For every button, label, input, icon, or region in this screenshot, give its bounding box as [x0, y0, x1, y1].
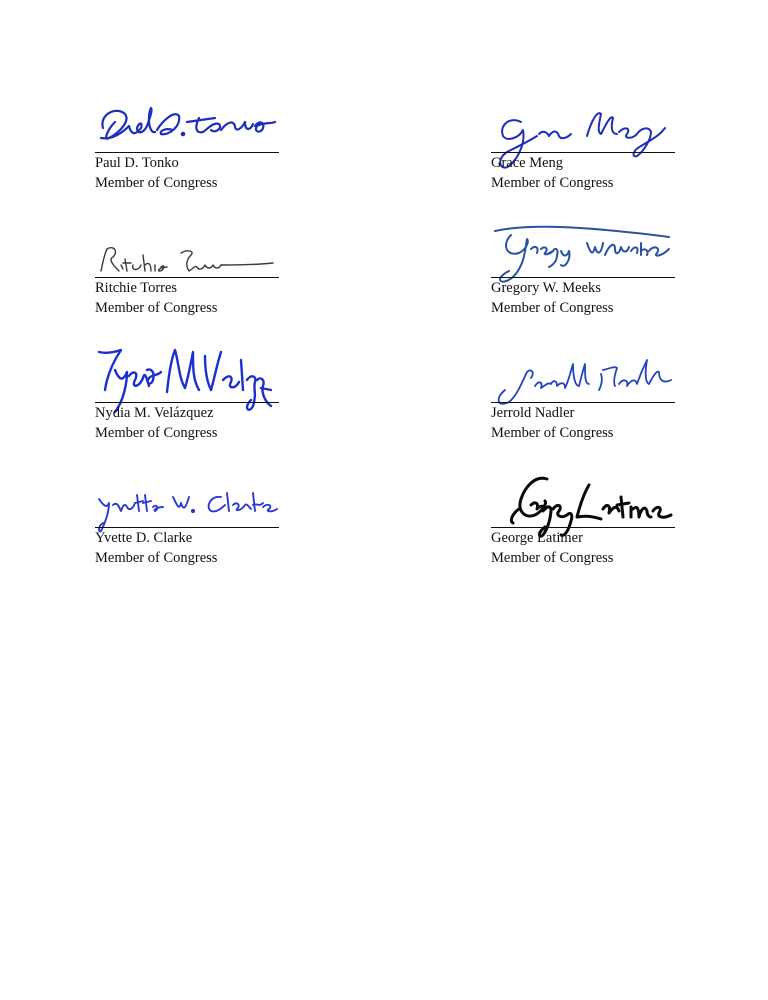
- signer-name: George Latimer: [491, 530, 583, 546]
- signer-title: Member of Congress: [491, 300, 614, 316]
- signer-title: Member of Congress: [95, 550, 218, 566]
- signer-title: Member of Congress: [95, 300, 218, 316]
- signer-name: Ritchie Torres: [95, 280, 178, 296]
- signer-name: Yvette D. Clarke: [95, 530, 193, 546]
- signer-name: Paul D. Tonko: [95, 155, 179, 171]
- signature-line: [491, 152, 675, 153]
- signer-title: Member of Congress: [491, 175, 614, 191]
- signer-title: Member of Congress: [95, 425, 218, 441]
- signature-line: [95, 527, 279, 528]
- signer-name: Jerrold Nadler: [491, 405, 575, 421]
- signature-line: [95, 277, 279, 278]
- signer-name: Nydia M. Velázquez: [95, 405, 214, 421]
- signature-line: [95, 402, 279, 403]
- signer-title: Member of Congress: [95, 175, 218, 191]
- signer-title: Member of Congress: [491, 425, 614, 441]
- signature-line: [95, 152, 279, 153]
- signature-line: [491, 277, 675, 278]
- signer-title: Member of Congress: [491, 550, 614, 566]
- signature-line: [491, 402, 675, 403]
- signer-name: Gregory W. Meeks: [491, 280, 601, 296]
- signature-line: [491, 527, 675, 528]
- signer-name: Grace Meng: [491, 155, 564, 171]
